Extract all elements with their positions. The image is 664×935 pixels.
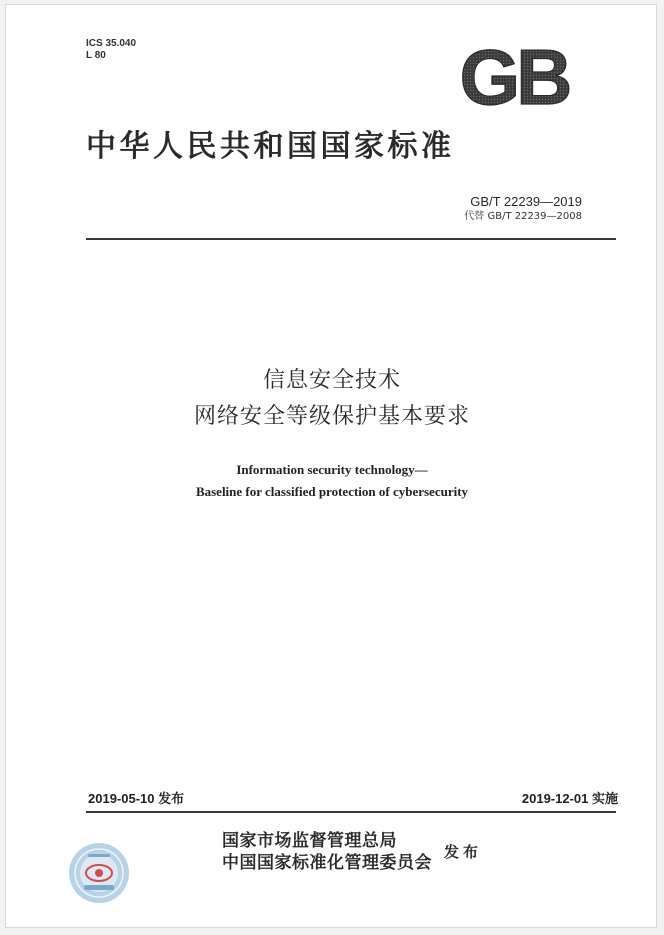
issuer-sac: 中国国家标准化管理委员会 [222,853,432,873]
standard-number-block [464,194,582,223]
top-divider [86,238,616,240]
bottom-divider [86,811,616,813]
publish-label: 发布 [444,843,483,861]
issue-date: 2019-05-10 发布 [88,791,185,806]
issuer-samr: 国家市场监督管理总局 [222,831,397,851]
ccs-code: L 80 [86,50,106,61]
title-zh-line1: 信息安全技术 [262,368,401,393]
title-zh-line2: 网络安全等级保护基本要求 [193,404,470,429]
title-en-line1: Information security technology— [236,462,428,477]
implementation-date: 2019-12-01 实施 [521,791,618,806]
replaces-standard: 代替 GB/T 22239—2008 [464,211,582,222]
standards-seal-icon [68,842,130,904]
gb-logo [448,44,580,112]
standard-number: GB/T 22239—2019 [470,194,582,209]
ics-code: ICS 35.040 [86,38,137,49]
standard-category-title: 中华人民共和国国家标准 [86,129,455,164]
issuing-authorities [222,830,432,874]
gb-logo-text: GB [459,44,569,112]
classification-codes [86,38,136,62]
title-en-line2: Baseline for classified protection of cybersecurity [195,484,469,499]
